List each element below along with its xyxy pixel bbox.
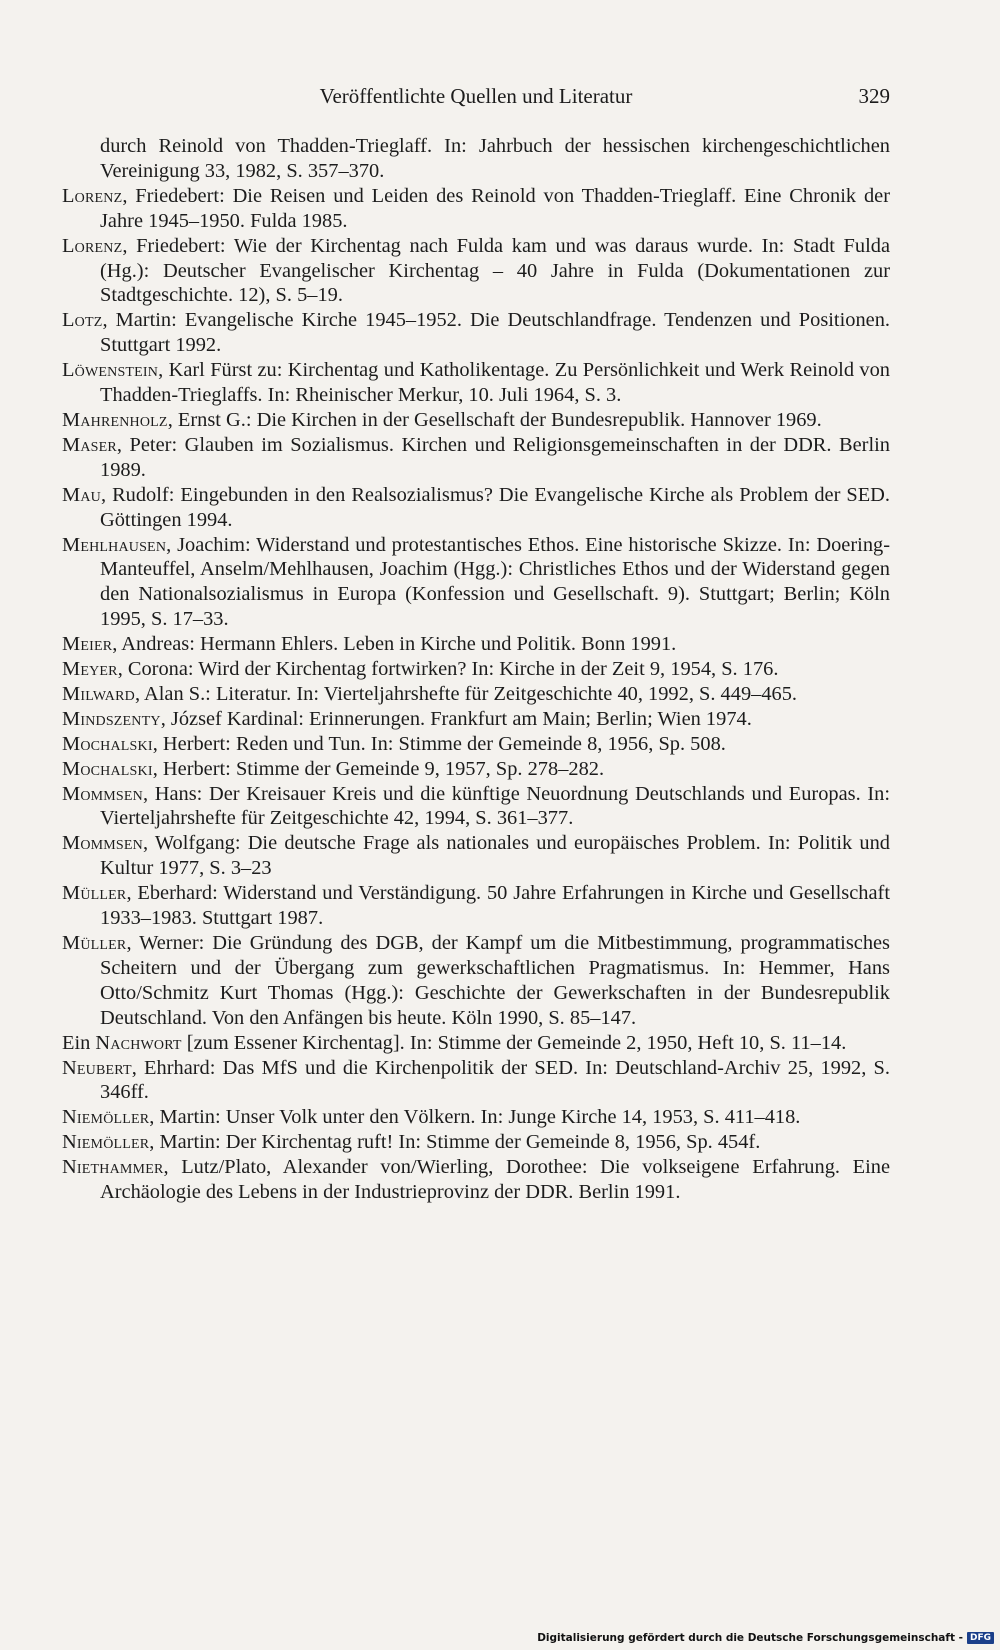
bibliography-entry <box>62 707 890 732</box>
entry-author: Löwenstein <box>62 359 159 382</box>
entry-text: , Werner: Die Gründung des DGB, der Kampf um die Mitbestimmung, programmatisches Scheitern und der Übergang zum gewerkschaftlichen Pragmatismus. In: Hemmer, Hans Otto/Schmitz Kurt Thomas (Hgg.): Geschichte der Gewerkschaften in der Bundesrepublik Deutschland. Von den Anfängen bis heute. Köln 1990, S. 85–147. <box>100 932 890 1029</box>
entry-text: , Martin: Evangelische Kirche 1945–1952. Die Deutschlandfrage. Tendenzen und Positionen. Stuttgart 1992. <box>100 309 890 357</box>
entry-text: , Rudolf: Eingebunden in den Realsozialismus? Die Evangelische Kirche als Problem der SED. Göttingen 1994. <box>100 483 890 531</box>
entry-author: Nachwort <box>95 1031 182 1054</box>
entry-author: Müller <box>62 932 127 954</box>
page-header <box>62 84 890 114</box>
entry-author: Niemöller <box>62 1131 150 1154</box>
entry-text: , Alan S.: Literatur. In: Vierteljahrshefte für Zeitgeschichte 40, 1992, S. 449–465. <box>134 682 798 705</box>
entry-text: , Peter: Glauben im Sozialismus. Kirchen und Religionsgemeinschaften in der DDR. Berlin 1989. <box>100 433 890 481</box>
bibliography-entry <box>62 358 890 408</box>
entry-text: , Herbert: Stimme der Gemeinde 9, 1957, Sp. 278–282. <box>152 757 605 780</box>
entry-text: , Karl Fürst zu: Kirchentag und Katholikentage. Zu Persönlichkeit und Werk Reinold von Thadden-Trieglaffs. In: Rheinischer Merkur, 10. Juli 1964, S. 3. <box>100 359 890 407</box>
entry-author: Meyer <box>62 658 118 681</box>
page-number: 329 <box>858 84 890 108</box>
bibliography-entry <box>62 831 890 881</box>
entry-text: , Martin: Unser Volk unter den Völkern. In: Junge Kirche 14, 1953, S. 411–418. <box>149 1106 801 1129</box>
entry-prefix: Ein <box>62 1031 96 1054</box>
entry-author: Mochalski <box>62 757 153 780</box>
entry-author: Neubert <box>62 1056 132 1079</box>
bibliography-entry <box>62 682 890 707</box>
entry-text: [zum Essener Kirchentag]. In: Stimme der Gemeinde 2, 1950, Heft 10, S. 11–14. <box>181 1031 847 1054</box>
entry-text: , József Kardinal: Erinnerungen. Frankfurt am Main; Berlin; Wien 1974. <box>160 707 752 730</box>
entry-text: , Martin: Der Kirchentag ruft! In: Stimme der Gemeinde 8, 1956, Sp. 454f. <box>149 1131 761 1154</box>
bibliography-entry <box>62 1056 890 1106</box>
bibliography-entry <box>62 1155 890 1205</box>
entry-author: Mochalski <box>62 732 153 755</box>
bibliography-entry <box>62 408 890 433</box>
entry-author: Mommsen <box>62 782 143 805</box>
entry-author: Milward <box>62 682 135 705</box>
bibliography-entry <box>62 308 890 358</box>
entry-author: Maser <box>62 433 117 456</box>
bibliography-entry <box>62 234 890 309</box>
entry-text: , Corona: Wird der Kirchentag fortwirken? In: Kirche in der Zeit 9, 1954, S. 176. <box>117 658 779 681</box>
running-title: Veröffentlichte Quellen und Literatur <box>319 84 633 108</box>
entry-author: Mahrenholz <box>62 408 168 431</box>
entry-author: Lotz <box>62 309 103 332</box>
entry-text: , Wolfgang: Die deutsche Frage als nationales und europäisches Problem. In: Politik und Kultur 1977, S. 3–23 <box>100 832 890 880</box>
entry-author: Lorenz <box>62 184 123 207</box>
footer-text: Digitalisierung gefördert durch die Deutsche Forschungsgemeinschaft - <box>537 1632 963 1644</box>
entry-author: Meier <box>62 633 113 656</box>
bibliography-entry <box>62 433 890 483</box>
bibliography-entry <box>62 1105 890 1130</box>
dfg-logo-icon: DFG <box>967 1632 994 1644</box>
entry-text: , Herbert: Reden und Tun. In: Stimme der Gemeinde 8, 1956, Sp. 508. <box>152 732 726 755</box>
bibliography-list <box>62 134 890 1205</box>
bibliography-entry <box>62 632 890 657</box>
entry-container <box>62 184 890 1205</box>
bibliography-entry <box>62 657 890 682</box>
bibliography-entry <box>62 1031 890 1056</box>
bibliography-entry <box>62 732 890 757</box>
bibliography-entry <box>62 782 890 832</box>
entry-author: Niethammer <box>62 1156 164 1179</box>
entry-text: , Eberhard: Widerstand und Verständigung. 50 Jahre Erfahrungen in Kirche und Gesellschaft 1933–1983. Stuttgart 1987. <box>100 882 890 930</box>
bibliography-entry <box>62 483 890 533</box>
bibliography-entry <box>62 1130 890 1155</box>
bibliography-entry <box>62 533 890 633</box>
digitization-footer <box>537 1632 994 1644</box>
entry-text: , Friedebert: Die Reisen und Leiden des Reinold von Thadden-Trieglaff. Eine Chronik der Jahre 1945–1950. Fulda 1985. <box>100 184 890 232</box>
entry-text: , Ernst G.: Die Kirchen in der Gesellschaft der Bundesrepublik. Hannover 1969. <box>167 408 822 431</box>
entry-text: , Hans: Der Kreisauer Kreis und die künftige Neuordnung Deutschlands und Europas. In: Vierteljahrshefte für Zeitgeschichte 42, 1994, S. 361–377. <box>100 782 890 830</box>
entry-text: , Friedebert: Wie der Kirchentag nach Fulda kam und was daraus wurde. In: Stadt Fulda (Hg.): Deutscher Evangelischer Kirchentag – 40 Jahre in Fulda (Dokumentationen zur Stadtgeschichte. 12), S. 5–19. <box>100 234 890 307</box>
entry-text: , Andreas: Hermann Ehlers. Leben in Kirche und Politik. Bonn 1991. <box>112 633 677 656</box>
entry-author: Mehlhausen <box>62 533 167 556</box>
bibliography-entry <box>62 931 890 1031</box>
bibliography-entry <box>62 881 890 931</box>
entry-author: Mindszenty <box>62 707 161 730</box>
entry-author: Mommsen <box>62 832 143 855</box>
bibliography-entry <box>62 184 890 234</box>
entry-author: Niemöller <box>62 1106 150 1129</box>
entry-author: Mau <box>62 483 101 506</box>
entry-text: , Ehrhard: Das MfS und die Kirchenpolitik der SED. In: Deutschland-Archiv 25, 1992, S. 346ff. <box>100 1056 890 1104</box>
continuation-entry: durch Reinold von Thadden-Trieglaff. In: Jahrbuch der hessischen kirchengeschichtlichen Vereinigung 33, 1982, S. 357–370. <box>100 135 890 182</box>
entry-author: Müller <box>62 882 127 905</box>
entry-text: , Joachim: Widerstand und protestantisches Ethos. Eine historische Skizze. In: Doering-Manteuffel, Anselm/Mehlhausen, Joachim (Hgg.): Christliches Ethos und der Widerstand gegen den Nationalsozialismus in Europa (Konfession und Gesellschaft. 9). Stuttgart; Berlin; Köln 1995, S. 17–33. <box>100 533 890 631</box>
entry-text: , Lutz/Plato, Alexander von/Wierling, Dorothee: Die volkseigene Erfahrung. Eine Archäologie des Lebens in der Industrieprovinz der DDR. Berlin 1991. <box>100 1156 890 1204</box>
entry-author: Lorenz <box>62 234 123 257</box>
bibliography-entry <box>62 757 890 782</box>
